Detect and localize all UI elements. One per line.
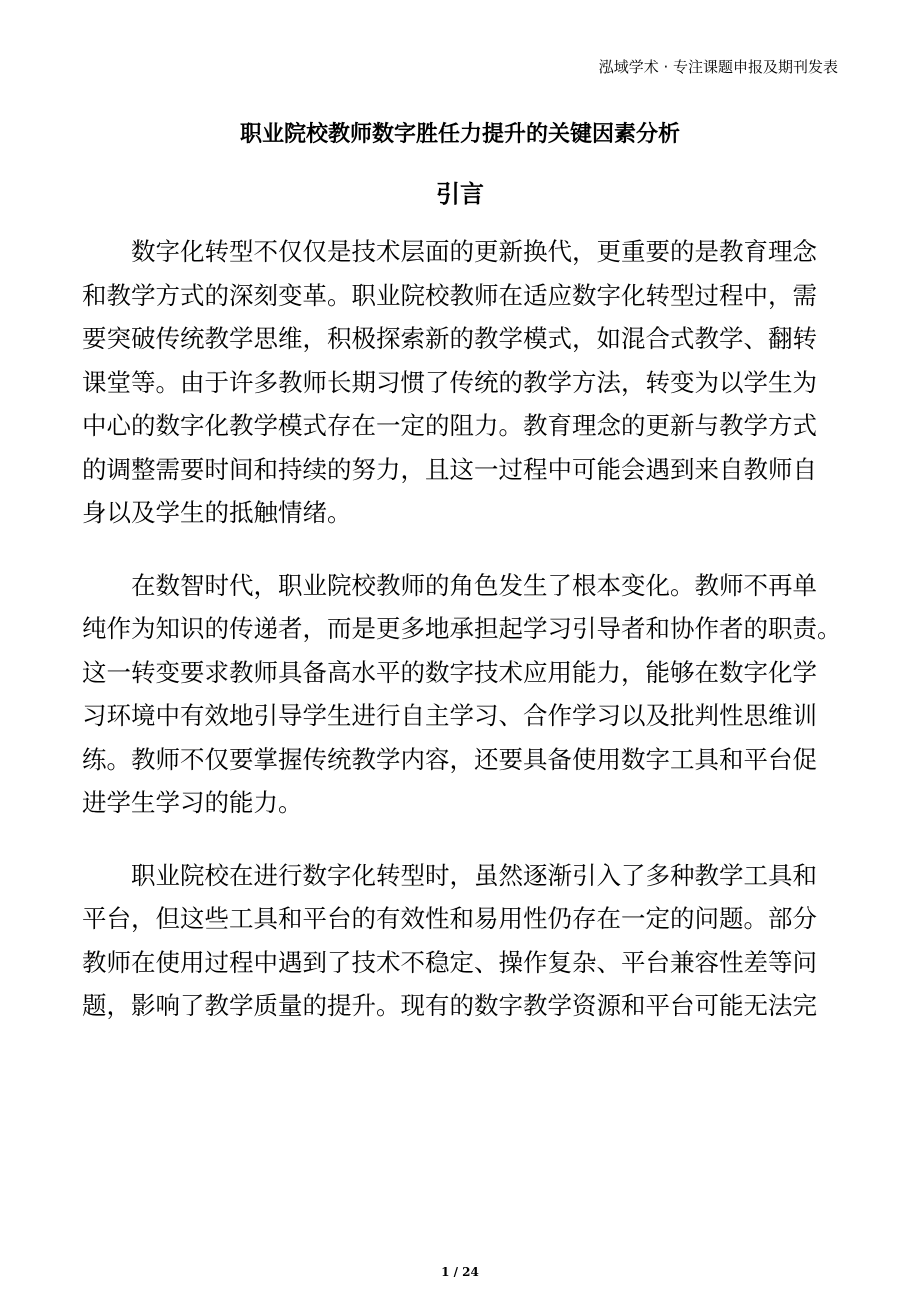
text-line: 的调整需要时间和持续的努力，且这一过程中可能会遇到来自教师自 — [82, 454, 817, 484]
page-number: 1 / 24 — [441, 1265, 479, 1279]
text-line: 和教学方式的深刻变革。职业院校教师在适应数字化转型过程中，需 — [82, 280, 817, 310]
text-line: 这一转变要求教师具备高水平的数字技术应用能力，能够在数字化学 — [82, 657, 817, 687]
document-title: 职业院校教师数字胜任力提升的关键因素分析 — [239, 122, 680, 147]
paragraph-1 — [82, 230, 852, 535]
text-line: 练。教师不仅要掌握传统教学内容，还要具备使用数字工具和平台促 — [82, 744, 817, 774]
section-heading: 引言 — [436, 180, 484, 208]
text-line: 题，影响了教学质量的提升。现有的数字教学资源和平台可能无法完 — [82, 991, 817, 1020]
running-header: 泓域学术 · 专注课题申报及期刊发表 — [598, 58, 838, 76]
text-line: 课堂等。由于许多教师长期习惯了传统的教学方法，转变为以学生为 — [82, 367, 817, 397]
text-line: 身以及学生的抵触情绪。 — [82, 498, 352, 527]
paragraph-3 — [82, 854, 852, 1028]
header-divider — [82, 88, 838, 89]
paragraph-2 — [82, 564, 852, 825]
text-line: 数字化转型不仅仅是技术层面的更新换代，更重要的是教育理念 — [131, 237, 817, 266]
text-line: 教师在使用过程中遇到了技术不稳定、操作复杂、平台兼容性差等问 — [82, 947, 817, 977]
text-line: 习环境中有效地引导学生进行自主学习、合作学习以及批判性思维训 — [82, 701, 817, 730]
text-line: 进学生学习的能力。 — [82, 788, 303, 817]
text-line: 平台，但这些工具和平台的有效性和易用性仍存在一定的问题。部分 — [82, 904, 817, 933]
text-line: 职业院校在进行数字化转型时，虽然逐渐引入了多种教学工具和 — [131, 860, 817, 890]
body-text — [82, 230, 852, 1057]
text-line: 在数智时代，职业院校教师的角色发生了根本变化。教师不再单 — [131, 570, 817, 600]
text-line: 要突破传统教学思维，积极探索新的教学模式，如混合式教学、翻转 — [82, 324, 817, 353]
text-line: 纯作为知识的传递者，而是更多地承担起学习引导者和协作者的职责。 — [82, 614, 842, 643]
text-line: 中心的数字化教学模式存在一定的阻力。教育理念的更新与教学方式 — [82, 411, 817, 440]
